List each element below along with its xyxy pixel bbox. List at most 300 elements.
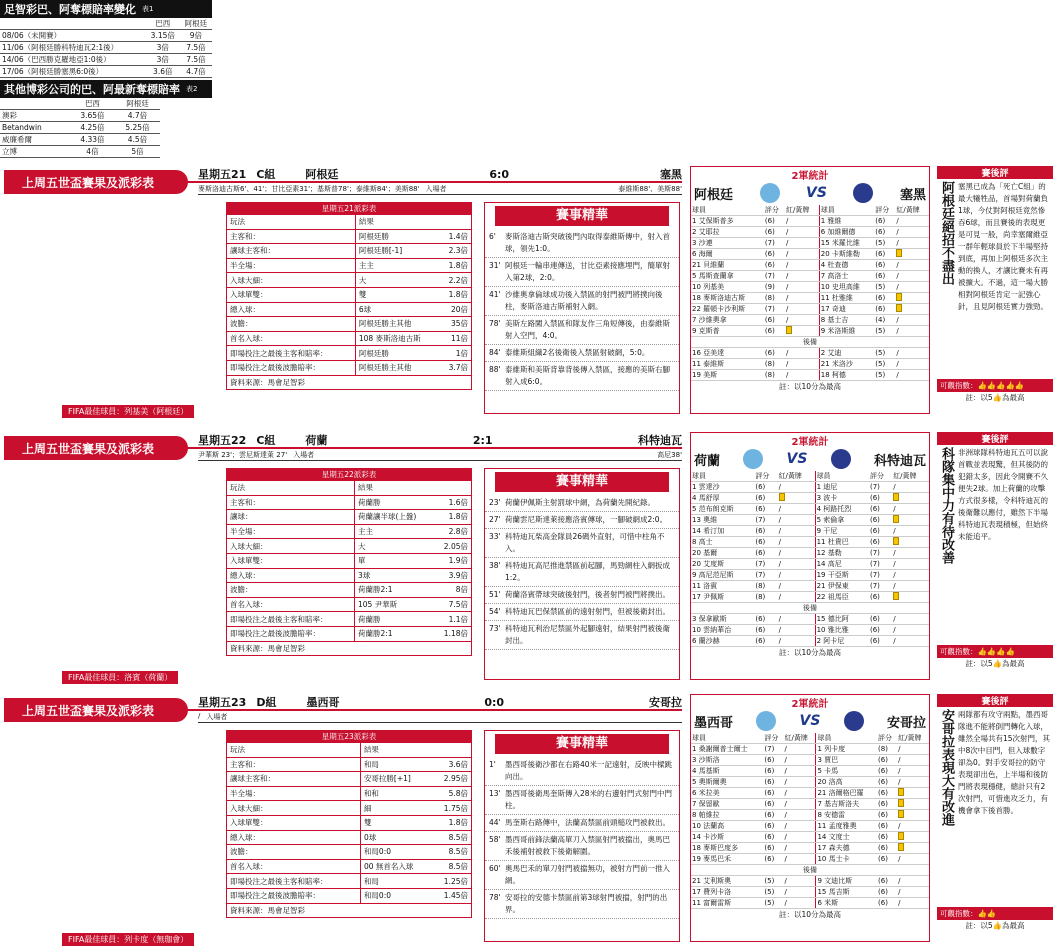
payout-result: 6球 xyxy=(355,302,439,317)
player-row xyxy=(691,260,929,271)
ratings-col: 紅/黃牌 xyxy=(784,733,816,744)
event-text: 墨西哥後衛馬奎斯傳入28米的右邊射門式射門中門柱。 xyxy=(505,789,673,810)
ratings-col: 球員 xyxy=(819,205,874,216)
yellow-card-icon xyxy=(893,493,899,501)
player-row xyxy=(691,271,929,282)
player-name: 15 米羅比維 xyxy=(819,238,874,249)
ratings-col: 球員 xyxy=(691,471,754,482)
player-rating: (6) xyxy=(874,304,895,315)
home-scorers: 麥斯洛迪古斯6'、41'；甘比亞素31'；基斯普78'；泰維斯84'；美斯88' xyxy=(198,185,420,193)
match-section xyxy=(0,162,1055,418)
yellow-card-icon xyxy=(893,515,899,523)
payout-row xyxy=(227,874,472,889)
player-name: 15 馬吉斯 xyxy=(816,887,877,898)
highlight-event xyxy=(485,529,679,558)
payout-source-row xyxy=(227,903,472,918)
odds-label: 威廉希爾 xyxy=(0,134,70,146)
card-cell: / xyxy=(778,526,816,537)
payout-type: 波膽： xyxy=(227,583,355,598)
player-name: 8 帕維拉 xyxy=(691,810,763,821)
payout-result: 阿根廷勝 xyxy=(355,346,439,361)
player-name: 11 泰維斯 xyxy=(691,359,764,370)
event-text: 阿根廷一輪串連傳送，甘比亞素接應埋門，簡單射入第2球，2:0。 xyxy=(505,261,670,282)
player-name: 20 洛高 xyxy=(816,777,877,788)
event-text: 麥斯洛迪古斯突破後門內取得泰維斯傳中，射入首球，領先1:0。 xyxy=(505,232,670,253)
home-crest-icon xyxy=(743,449,763,469)
payout-type: 首名入球： xyxy=(227,331,356,346)
player-rating: (7) xyxy=(869,559,892,570)
payout-result: 荷蘭讓半球(上盤) xyxy=(354,510,433,525)
player-row xyxy=(691,821,929,832)
match-score: 2:1 xyxy=(472,433,493,447)
card-cell: / xyxy=(778,614,816,625)
payout-title-row xyxy=(227,469,472,481)
player-name: 18 麥斯洛迪古斯 xyxy=(691,293,764,304)
player-rating: (6) xyxy=(754,548,777,559)
player-row xyxy=(691,788,929,799)
payout-title: 星期五22派彩表 xyxy=(227,469,472,481)
event-minute: 54' xyxy=(489,607,501,616)
odds-table-2-tag: 表2 xyxy=(186,85,198,93)
event-minute: 58' xyxy=(489,835,501,844)
away-team: 塞黑 xyxy=(659,168,682,181)
payout-odds: 1.45倍 xyxy=(432,888,471,903)
player-rating: (6) xyxy=(877,777,897,788)
payout-odds: 3.7倍 xyxy=(439,360,471,375)
player-name: 8 基士吉 xyxy=(819,315,874,326)
ratings-col: 球員 xyxy=(815,471,869,482)
player-name: 14 卡沙斯 xyxy=(691,832,763,843)
odds-value: 4.7倍 xyxy=(115,110,160,122)
player-rating: (6) xyxy=(754,614,777,625)
odds-row xyxy=(0,146,160,158)
payout-header xyxy=(227,481,472,496)
player-rating: (6) xyxy=(754,537,777,548)
player-name: 17 奇迪 xyxy=(819,304,874,315)
event-minute: 33' xyxy=(489,532,501,541)
player-rating: (7) xyxy=(754,559,777,570)
payout-result: 主主 xyxy=(354,524,433,539)
attendance-label: 入場者 xyxy=(206,713,228,721)
payout-title: 星期五21派彩表 xyxy=(227,203,472,215)
player-rating: (5) xyxy=(874,326,895,337)
odds-label: 17/06（阿根廷勝塞黑6:0後） xyxy=(0,66,146,78)
card-cell: / xyxy=(785,348,819,359)
fifa-best-player: FIFA最佳球員：列卡度（無珈會） xyxy=(62,933,194,946)
ratings-header xyxy=(691,205,929,216)
card-cell: / xyxy=(784,821,816,832)
scorers-line xyxy=(198,450,682,461)
payout-col-type: 玩法 xyxy=(227,215,356,230)
odds-value: 3倍 xyxy=(146,54,180,66)
card-cell: / xyxy=(785,282,819,293)
card-cell: / xyxy=(778,482,816,493)
payout-odds: 3.9倍 xyxy=(434,568,472,583)
payout-source: 資料來源：馬會足智彩 xyxy=(230,643,305,653)
odds-label: 立博 xyxy=(0,146,70,158)
card-cell: / xyxy=(897,766,929,777)
card-cell: / xyxy=(895,370,929,381)
payout-odds: 1.18倍 xyxy=(434,626,472,641)
player-rating: (5) xyxy=(874,238,895,249)
payout-odds: 1.75倍 xyxy=(432,801,471,816)
thumbs-icon: 👍👍👍👍👍 xyxy=(977,381,1025,390)
player-name: 10 雅比雅 xyxy=(815,625,869,636)
card-cell xyxy=(895,293,929,304)
odds-row xyxy=(0,66,212,78)
odds-value: 3.15倍 xyxy=(146,30,180,42)
highlight-event xyxy=(485,229,679,258)
event-minute: 41' xyxy=(489,290,501,299)
player-name: 3 波卡 xyxy=(815,493,869,504)
home-scorers: / xyxy=(198,712,201,720)
payout-odds: 1.8倍 xyxy=(439,258,471,273)
payout-row xyxy=(227,258,472,273)
player-rating: (6) xyxy=(764,326,785,337)
player-name: 22 羅頓卡沙利斯 xyxy=(691,304,764,315)
player-rating: (6) xyxy=(874,271,895,282)
match-group: D組 xyxy=(256,696,277,709)
player-row xyxy=(691,526,929,537)
card-cell: / xyxy=(897,744,929,755)
player-name: 4 柯路托烈 xyxy=(815,504,869,515)
card-cell: / xyxy=(784,744,816,755)
payout-header xyxy=(227,743,472,758)
odds-header xyxy=(0,98,160,110)
card-cell: / xyxy=(784,799,816,810)
card-cell xyxy=(897,799,929,810)
payout-row xyxy=(227,229,472,244)
subs-header-row xyxy=(691,337,929,348)
team-stats xyxy=(690,166,930,414)
yellow-card-icon xyxy=(896,304,902,312)
payout-odds: 1.8倍 xyxy=(432,815,471,830)
stats-title: 2軍統計 xyxy=(791,171,829,182)
player-rating: (6) xyxy=(754,482,777,493)
card-cell: / xyxy=(778,581,816,592)
card-cell: / xyxy=(784,832,816,843)
payout-row xyxy=(227,786,472,801)
player-rating: (6) xyxy=(763,854,783,865)
player-rating: (6) xyxy=(877,799,897,810)
payout-row xyxy=(227,612,472,627)
event-text: 泰維斯和美斯背靠背後傳入禁區，接應的美斯右腳射入成6:0。 xyxy=(505,365,670,386)
highlight-event xyxy=(485,495,679,512)
odds-row xyxy=(0,122,160,134)
player-name: 5 范布朗克斯 xyxy=(691,504,754,515)
payout-result: 細 xyxy=(360,801,432,816)
stats-title: 2軍統計 xyxy=(791,699,829,710)
player-rating: (6) xyxy=(874,293,895,304)
player-name: 9 高尼范尼斯 xyxy=(691,570,754,581)
payout-odds: 1.8倍 xyxy=(434,510,472,525)
yellow-card-icon xyxy=(893,537,899,545)
odds-value: 7.5倍 xyxy=(180,54,212,66)
player-name: 3 沙斯洛 xyxy=(691,755,763,766)
player-name: 10 法蘭高 xyxy=(691,821,763,832)
card-cell: / xyxy=(892,625,929,636)
card-cell: / xyxy=(897,854,929,865)
player-name: 20 基爾 xyxy=(691,548,754,559)
player-row xyxy=(691,282,929,293)
attendance-label: 入場者 xyxy=(425,185,447,193)
match-date: 星期五23 xyxy=(198,696,247,709)
watchability-label: 可觀指數： xyxy=(940,381,978,390)
highlight-event xyxy=(485,786,679,815)
card-cell xyxy=(778,493,816,504)
payout-type: 入球單雙： xyxy=(227,553,355,568)
card-cell: / xyxy=(785,260,819,271)
odds-value: 5.25倍 xyxy=(115,122,160,134)
player-name: 9 克斯普 xyxy=(691,326,764,337)
stats-note: 註：以10分為最高 xyxy=(778,648,842,658)
card-cell: / xyxy=(895,315,929,326)
player-name: 5 馬斯查蘭拿 xyxy=(691,271,764,282)
payout-result: 和局0:0 xyxy=(360,845,432,860)
player-row xyxy=(691,832,929,843)
card-cell xyxy=(897,788,929,799)
card-cell: / xyxy=(895,348,929,359)
player-rating: (6) xyxy=(877,788,897,799)
payout-row xyxy=(227,346,472,361)
card-cell: / xyxy=(897,887,929,898)
payout-row xyxy=(227,302,472,317)
card-cell: / xyxy=(778,592,816,603)
player-name: 12 基勒 xyxy=(815,548,869,559)
player-name: 6 加維爾德 xyxy=(819,227,874,238)
card-cell: / xyxy=(785,249,819,260)
payout-result: 阿根廷勝 xyxy=(355,229,439,244)
event-minute: 51' xyxy=(489,590,501,599)
event-text: 科特迪瓦利治尼禁區外起腳遠射，結果射門被後衛封出。 xyxy=(505,624,670,645)
player-row xyxy=(691,227,929,238)
watchability-index xyxy=(937,379,1053,392)
away-scorers: 高尼38' xyxy=(657,451,682,459)
player-name: 5 索倫拿 xyxy=(815,515,869,526)
card-cell: / xyxy=(895,260,929,271)
player-row xyxy=(691,293,929,304)
player-row xyxy=(691,216,929,227)
ratings-col: 紅/黃牌 xyxy=(778,471,816,482)
payout-row xyxy=(227,553,472,568)
payout-type: 首名入球： xyxy=(227,859,361,874)
payout-type: 即場投注之最後主客和賠率： xyxy=(227,346,356,361)
watchability-label: 可觀指數： xyxy=(940,909,978,918)
player-rating: (6) xyxy=(754,625,777,636)
card-cell: / xyxy=(784,843,816,854)
player-rating: (6) xyxy=(763,821,783,832)
player-row xyxy=(691,799,929,810)
player-name: 3 沙連 xyxy=(691,238,764,249)
watchability-note: 註：以5👍為最高 xyxy=(965,393,1025,402)
odds-value: 3.65倍 xyxy=(70,110,115,122)
event-minute: 13' xyxy=(489,789,501,798)
payout-type: 入球大細： xyxy=(227,539,355,554)
player-row xyxy=(691,876,929,887)
payout-odds: 20倍 xyxy=(439,302,471,317)
odds-value: 3.6倍 xyxy=(146,66,180,78)
card-cell xyxy=(897,843,929,854)
card-cell: / xyxy=(895,359,929,370)
ratings-col: 評分 xyxy=(763,733,783,744)
odds-label: 11/06（阿根廷勝科特迪瓦2:1後） xyxy=(0,42,146,54)
payout-type: 讓球主客和： xyxy=(227,772,361,787)
player-rating: (5) xyxy=(763,898,783,909)
highlight-event xyxy=(485,258,679,287)
payout-table xyxy=(226,202,472,390)
player-name: 10 雲納華治 xyxy=(691,625,754,636)
home-team: 阿根廷 xyxy=(305,168,339,181)
event-minute: 88' xyxy=(489,365,501,374)
payout-result: 阿根廷勝主其他 xyxy=(355,317,439,332)
yellow-card-icon xyxy=(779,493,785,501)
payout-header xyxy=(227,215,472,230)
payout-result: 阿根廷勝主其他 xyxy=(355,360,439,375)
player-name: 6 海爾 xyxy=(691,249,764,260)
player-rating: (6) xyxy=(763,788,783,799)
ratings-col: 評分 xyxy=(869,471,892,482)
event-minute: 27' xyxy=(489,515,501,524)
player-rating: (6) xyxy=(869,537,892,548)
player-name: 22 祖馬臣 xyxy=(815,592,869,603)
player-rating: (7) xyxy=(764,238,785,249)
payout-result: 安哥拉勝[+1] xyxy=(360,772,432,787)
odds-value: 3倍 xyxy=(146,42,180,54)
player-name: 6 蘭沙赫 xyxy=(691,636,754,647)
payout-type: 半全場： xyxy=(227,524,355,539)
odds-table-2-title: 其他博彩公司的巴、阿最新奪標賠率 xyxy=(4,83,180,96)
player-name: 10 史坦高維 xyxy=(819,282,874,293)
player-name: 2 艾迪 xyxy=(819,348,874,359)
yellow-card-icon xyxy=(896,249,902,257)
commentary-text: 非洲球隊科特迪瓦五可以說首戰並表現驚，但其後防的犯錯太多，因此令開賽不久便失2球。加上荷蘭的攻擊方式很多樣，令科特迪瓦的後衛難以應付，雖然下半場科特迪瓦表現積極，但始終未能追平。 xyxy=(958,448,1048,541)
payout-odds: 11倍 xyxy=(439,331,471,346)
fifa-best-player: FIFA最佳球員：洛賓（荷蘭） xyxy=(62,671,178,684)
player-name: 21 艾利斯奧 xyxy=(691,876,763,887)
payout-result: 和局0:0 xyxy=(360,888,432,903)
stats-teams xyxy=(691,181,929,205)
section-banner: 上周五世盃賽果及派彩表 xyxy=(4,436,188,460)
event-minute: 38' xyxy=(489,561,501,570)
stats-away-team: 安哥拉 xyxy=(886,715,926,731)
card-cell: / xyxy=(785,293,819,304)
player-rating: (5) xyxy=(874,359,895,370)
subs-header: 後備 xyxy=(691,603,929,614)
ratings-header xyxy=(691,471,929,482)
payout-row xyxy=(227,597,472,612)
card-cell: / xyxy=(778,559,816,570)
payout-odds: 8倍 xyxy=(434,583,472,598)
odds-table-2 xyxy=(0,80,212,158)
card-cell: / xyxy=(784,854,816,865)
yellow-card-icon xyxy=(786,326,792,334)
player-rating: (6) xyxy=(764,227,785,238)
player-name: 7 保留歐 xyxy=(691,799,763,810)
payout-type: 半全場： xyxy=(227,786,361,801)
event-minute: 60' xyxy=(489,864,501,873)
player-name: 8 安德雷 xyxy=(816,810,877,821)
payout-row xyxy=(227,287,472,302)
payout-row xyxy=(227,331,472,346)
player-row xyxy=(691,843,929,854)
payout-type: 入球單雙： xyxy=(227,815,361,830)
player-name: 11 杜雅維 xyxy=(819,293,874,304)
payout-type: 波膽： xyxy=(227,317,356,332)
odds-label xyxy=(0,98,70,110)
card-cell: / xyxy=(778,515,816,526)
player-name: 4 馬舒厚 xyxy=(691,493,754,504)
payout-type: 主客和： xyxy=(227,757,361,772)
player-name: 4 馬基斯 xyxy=(691,766,763,777)
payout-odds: 8.5倍 xyxy=(432,859,471,874)
payout-type: 即場投注之最後主客和賠率： xyxy=(227,874,361,889)
payout-result: 雙 xyxy=(355,287,439,302)
subs-header: 後備 xyxy=(691,337,929,348)
player-rating: (6) xyxy=(877,832,897,843)
ratings-header xyxy=(691,733,929,744)
payout-source: 資料來源：馬會足智彩 xyxy=(230,905,305,915)
player-row xyxy=(691,755,929,766)
payout-type: 波膽： xyxy=(227,845,361,860)
payout-row xyxy=(227,317,472,332)
team-stats xyxy=(690,432,930,680)
match-group: C組 xyxy=(256,434,276,447)
player-name: 5 卡馬 xyxy=(816,766,877,777)
player-rating: (6) xyxy=(874,227,895,238)
player-row xyxy=(691,515,929,526)
player-rating: (6) xyxy=(877,766,897,777)
player-rating: (6) xyxy=(764,348,785,359)
commentary-title: 賽後評 xyxy=(937,166,1053,179)
payout-type: 讓球主客和： xyxy=(227,244,356,259)
player-name: 6 米拉美 xyxy=(691,788,763,799)
card-cell xyxy=(892,537,929,548)
commentary-body xyxy=(937,179,1053,379)
commentary-headline: 安哥拉表現大有改進 xyxy=(939,709,954,826)
payout-odds: 2.95倍 xyxy=(432,772,471,787)
player-rating: (5) xyxy=(874,370,895,381)
card-cell: / xyxy=(785,271,819,282)
match-section xyxy=(0,428,1055,684)
player-rating: (6) xyxy=(874,260,895,271)
payout-row xyxy=(227,801,472,816)
player-rating: (8) xyxy=(754,581,777,592)
player-rating: (6) xyxy=(763,777,783,788)
payout-odds: 3.6倍 xyxy=(432,757,471,772)
odds-label: 澳彩 xyxy=(0,110,70,122)
event-text: 荷蘭伊佩斯主射罰球中網，為荷蘭先開紀錄。 xyxy=(505,498,655,507)
card-cell xyxy=(892,493,929,504)
player-row xyxy=(691,370,929,381)
payout-result: 主主 xyxy=(355,258,439,273)
card-cell: / xyxy=(785,227,819,238)
card-cell: / xyxy=(784,777,816,788)
card-cell: / xyxy=(784,788,816,799)
player-rating: (5) xyxy=(874,282,895,293)
payout-title-row xyxy=(227,203,472,215)
card-cell: / xyxy=(784,766,816,777)
card-cell xyxy=(897,810,929,821)
yellow-card-icon xyxy=(893,592,899,600)
event-minute: 78' xyxy=(489,319,501,328)
payout-table xyxy=(226,730,472,918)
event-text: 奧馬巴禾的單刀射門被擋無功，被射方門前一推入網。 xyxy=(505,864,670,885)
player-name: 1 列卡度 xyxy=(816,744,877,755)
payout-result: 和和 xyxy=(360,786,432,801)
card-cell: / xyxy=(895,271,929,282)
player-row xyxy=(691,744,929,755)
payout-odds: 1倍 xyxy=(439,346,471,361)
